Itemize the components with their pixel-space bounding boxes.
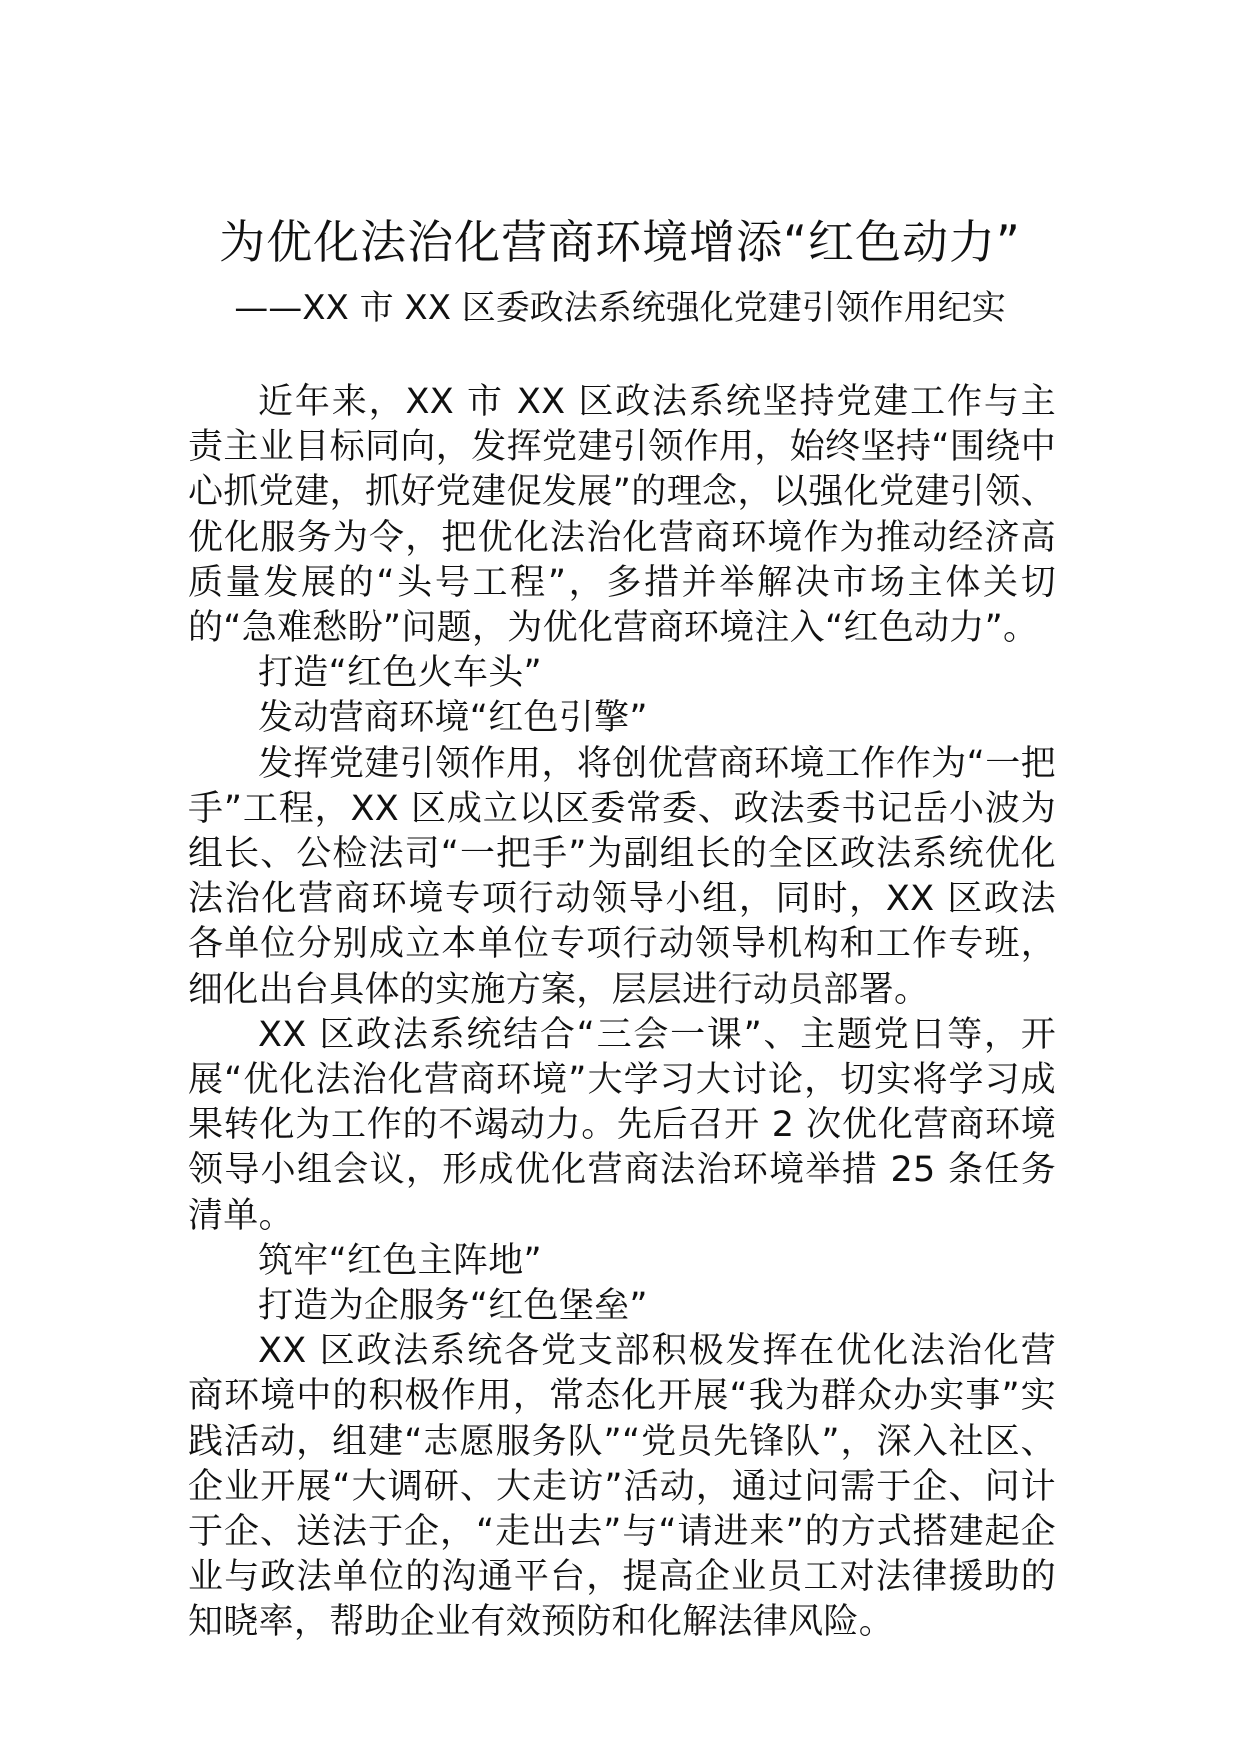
document-body <box>188 380 1056 1646</box>
document-title: 为优化法治化营商环境增添“红色动力” <box>219 215 1021 269</box>
body-paragraph: 发挥党建引领作用，将创优营商环境工作作为“一把手”工程，XX 区成立以区委常委、政法委书记岳小波为组长、公检法司“一把手”为副组长的全区政法系统优化法治化营商环境专项行动领导小组，同时，XX 区政法各单位分别成立本单位专项行动领导机构和工作专班，细化出台具体的实施方案，层层进行动员部署。 <box>188 743 1056 1010</box>
body-paragraph: XX 区政法系统各党支部积极发挥在优化法治化营商环境中的积极作用，常态化开展“我为群众办实事”实践活动，组建“志愿服务队”“党员先锋队”，深入社区、企业开展“大调研、大走访”活动，通过问需于企、问计于企、送法于企，“走出去”与“请进来”的方式搭建起企业与政法单位的沟通平台，提高企业员工对法律援助的知晓率，帮助企业有效预防和化解法律风险。 <box>188 1331 1056 1643</box>
section-subheading-red-engine: 发动营商环境“红色引擎” <box>258 698 648 739</box>
intro-paragraph: 近年来，XX 市 XX 区政法系统坚持党建工作与主责主业目标同向，发挥党建引领作用，始终坚持“围绕中心抓党建，抓好党建促发展”的理念，以强化党建引领、优化服务为令，把优化法治化营商环境作为推动经济高质量发展的“头号工程”，多措并举解决市场主体关切的“急难愁盼”问题，为优化营商环境注入“红色动力”。 <box>188 382 1056 649</box>
document-subtitle: ——XX 市 XX 区委政法系统强化党建引领作用纪实 <box>234 288 1006 328</box>
body-paragraph: XX 区政法系统结合“三会一课”、主题党日等，开展“优化法治化营商环境”大学习大讨论，切实将学习成果转化为工作的不竭动力。先后召开 2 次优化营商环境领导小组会议，形成优化营商法治环境举措 25 条任务清单。 <box>188 1014 1056 1236</box>
section-heading-red-base: 筑牢“红色主阵地” <box>258 1240 542 1281</box>
section-heading-red-locomotive: 打造“红色火车头” <box>258 653 542 694</box>
section-subheading-red-fortress: 打造为企服务“红色堡垒” <box>258 1286 648 1327</box>
